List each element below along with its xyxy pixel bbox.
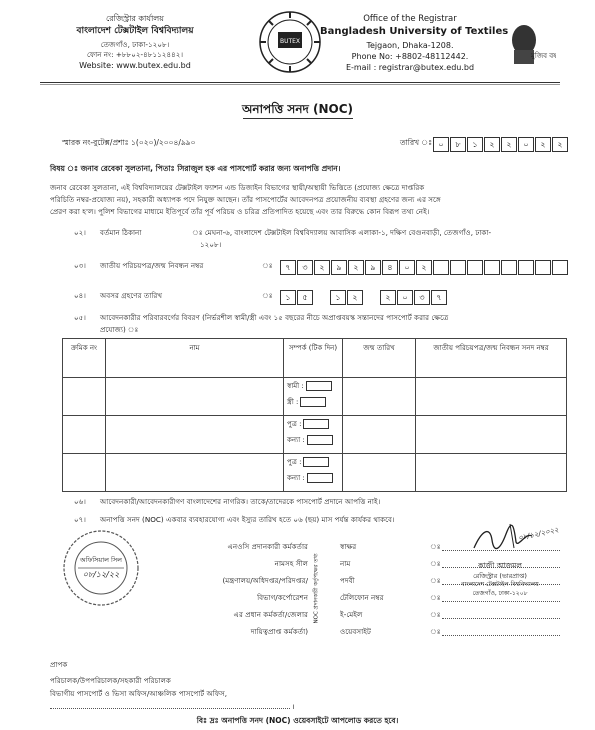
relation-cell	[284, 454, 343, 492]
item-03-number: ০৩।	[74, 261, 86, 270]
item-03-label: জাতীয় পরিচয়পত্র/জন্ম নিবন্ধন নম্বর	[100, 261, 204, 270]
sig-left-line-3: (মন্ত্রণালয়/অধিদপ্তর/পরিদপ্তর/	[222, 576, 308, 585]
nid-digit: ৩	[297, 260, 313, 275]
nid-digit-empty	[450, 260, 466, 275]
header-left-office: রেজিস্ট্রার কার্যালয়	[106, 14, 164, 23]
relation-option-label: স্ত্রী :	[287, 398, 299, 406]
email-line	[442, 618, 560, 619]
relation-cell	[284, 378, 343, 416]
table-header-relation: সম্পর্ক (টিক দিন)	[284, 339, 343, 378]
nid-digit-empty	[535, 260, 551, 275]
seal-date: ০৮/১২/২২	[82, 570, 120, 579]
header-left-address: তেজগাঁও, ঢাকা-১২০৮।	[100, 40, 170, 49]
vertical-authority-note: NOC প্রদানকারী কর্তৃপক্ষের তথ্য	[313, 553, 320, 624]
item-02-label: বর্তমান ঠিকানা	[100, 228, 142, 237]
table-header-dob: জন্ম তারিখ	[343, 339, 416, 378]
table-cell	[106, 378, 284, 416]
recipient-line-2: বিভাগীয় পাসপোর্ট ও ভিসা অফিস/আঞ্চলিক পাসপোর্ট অফিস,	[50, 689, 228, 698]
ret-year-digit: ০	[397, 290, 413, 305]
ret-year-digit: ৩	[414, 290, 430, 305]
nid-digit-empty	[552, 260, 568, 275]
recipient-line-1: পরিচালক/উপপরিচালক/সহকারী পরিচালক	[50, 676, 171, 685]
nid-digit: ৪	[382, 260, 398, 275]
stamp-title: রেজিস্ট্রার (ভারপ্রাপ্ত)	[473, 572, 527, 580]
item-06-text: আবেদনকারী/আবেদনকারীগণ বাংলাদেশের নাগরিক। তাকে/তাদেরকে পাসপোর্ট প্রদানে আপত্তি নাই।	[100, 497, 381, 506]
nid-digit-empty	[518, 260, 534, 275]
header-right-address: Tejgaon, Dhaka-1208.	[366, 41, 454, 50]
ret-day-digit: ৫	[297, 290, 313, 305]
header-left-phone: ফোন নং: +৮৮০২-৪৮১১২৪৪২।	[86, 50, 184, 59]
date-digit: ২	[484, 137, 500, 152]
date-digit: ২	[552, 137, 568, 152]
table-header-nid: জাতীয় পরিচয়পত্র/জন্ম নিবন্ধন সনদ নম্বর	[416, 339, 567, 378]
stamp-address: তেজগাঁও, ঢাকা-১২০৮	[472, 590, 528, 597]
table-cell	[416, 416, 567, 454]
header-right-email: E-mail : registrar@butex.edu.bd	[345, 63, 475, 72]
table-cell	[63, 454, 106, 492]
retirement-month-boxes	[330, 287, 364, 306]
table-row	[63, 454, 567, 492]
field-name-label: নাম	[340, 559, 351, 568]
field-email-label: ই-মেইল	[340, 610, 363, 619]
body-line-3: প্রেরণ করা হ'ল। পুলিশ বিভাগের মাধ্যমে ইতিপূর্বে তাঁর পূর্ব পরিচয় ও চরিত্র প্রতিপাদিত হয়েছে এবং তার বিরুদ্ধে কোন বিরূপ তথ্য নেই।	[50, 207, 430, 216]
date-digit: ০	[433, 137, 449, 152]
date-boxes	[433, 134, 569, 153]
item-02-number: ০২।	[74, 228, 86, 237]
table-cell	[416, 378, 567, 416]
relation-checkbox[interactable]	[307, 435, 333, 445]
relation-checkbox[interactable]	[300, 397, 326, 407]
body-line-1: জনাব রেবেকা সুলতানা, এই বিশ্ববিদ্যালয়ের টেক্সটাইল ফ্যাশন এন্ড ডিজাইন বিভাগের স্থায়ী/অস্থায়ী ভিত্তিতে (প্রযোজ্য ক্ষেত্রে দাপ্তরিক	[50, 183, 425, 192]
ret-year-digit: ২	[380, 290, 396, 305]
sig-left-line-1: এনওসি প্রদানকারী কর্মকর্তার	[227, 542, 308, 551]
table-cell	[63, 378, 106, 416]
seal-office-text: অফিসিয়াল সিল	[79, 556, 122, 564]
recipient-to: প্রাপক	[50, 660, 68, 669]
relation-cell	[284, 416, 343, 454]
family-table	[62, 338, 567, 492]
relation-option-label: পুত্র :	[287, 458, 302, 466]
telephone-line	[442, 601, 560, 602]
item-02-address: ঃ মেঘনা-৬, বাংলাদেশ টেক্সটাইল বিশ্ববিদ্যালয় আবাসিক এলাকা-১, দক্ষিণ বেগুনবাড়ী, তেজগাঁও, ঢাকা-	[192, 228, 492, 237]
nid-digit-empty	[433, 260, 449, 275]
sig-left-line-6: দায়িত্বপ্রাপ্ত কর্মকর্তা)	[250, 627, 308, 636]
field-colon: ঃ	[430, 542, 441, 551]
nid-digit: ০	[399, 260, 415, 275]
date-digit: ৮	[450, 137, 466, 152]
ret-month-digit: ২	[347, 290, 363, 305]
sig-left-line-2: নামসহ সীল	[274, 559, 308, 568]
nid-digit: ২	[314, 260, 330, 275]
item-06-number: ০৬।	[74, 497, 86, 506]
date-digit: ১	[467, 137, 483, 152]
item-07-number: ০৭।	[74, 515, 86, 524]
retirement-year-boxes	[380, 287, 448, 306]
signature-date: ০৮/১২/২০২২	[517, 525, 560, 543]
svg-text:মুজিব বর্ষ: মুজিব বর্ষ	[530, 52, 556, 60]
svg-text:BUTEX: BUTEX	[279, 38, 301, 45]
field-telephone-label: টেলিফোন নম্বর	[340, 593, 384, 602]
subject-line: বিষয় ঃ জনাব রেবেকা সুলতানা, পিতাঃ সিরাজুল হক এর পাসপোর্ট করার জন্য অনাপত্তি প্রদান।	[50, 164, 341, 173]
body-line-2: পরিচিতি নম্বর-প্রযোজ্য নয়), সহকারী অধ্যাপক পদে নিযুক্ত আছেন। তাঁর পাসপোর্টের আবেদনপত্র প্রয়োজনীয় ব্যবস্থা গ্রহণের জন্য এর সঙ্গে	[50, 195, 441, 204]
nid-digit: ৭	[280, 260, 296, 275]
header-right-office: Office of the Registrar	[363, 14, 457, 24]
ret-year-digit: ৭	[431, 290, 447, 305]
item-07-text: অনাপত্তি সনদ (NOC) একবার ব্যবহারযোগ্য এবং ইস্যুর তারিখ হতে ০৬ (ছয়) মাস পর্যন্ত কার্যকর থাকবে।	[100, 515, 395, 524]
header-left-university: বাংলাদেশ টেক্সটাইল বিশ্ববিদ্যালয়	[76, 26, 194, 36]
date-label: তারিখ ঃ	[400, 138, 433, 147]
nid-digit: ৯	[365, 260, 381, 275]
ret-month-digit: ১	[330, 290, 346, 305]
date-digit: ২	[535, 137, 551, 152]
nid-digit: ৯	[331, 260, 347, 275]
table-cell	[63, 416, 106, 454]
recipient-address-line	[50, 708, 290, 709]
nid-digit: ২	[348, 260, 364, 275]
table-row	[63, 378, 567, 416]
table-cell	[343, 454, 416, 492]
ret-day-digit: ১	[280, 290, 296, 305]
relation-option-label: স্বামী :	[287, 382, 304, 390]
table-header-name: নাম	[106, 339, 284, 378]
table-row	[63, 416, 567, 454]
item-04-colon: ঃ	[262, 291, 273, 300]
item-03-colon: ঃ	[262, 261, 273, 270]
retirement-day-boxes	[280, 287, 314, 306]
relation-checkbox[interactable]	[303, 419, 329, 429]
mujib-borsho-logo	[506, 18, 556, 68]
nid-digit-empty	[467, 260, 483, 275]
relation-option-label: কন্যা :	[287, 436, 305, 444]
upload-note: বিঃ দ্রঃ অনাপত্তি সনদ (NOC) ওয়েবসাইটে আপলোড করতে হবে।	[196, 716, 399, 725]
relation-option-label: কন্যা :	[287, 474, 305, 482]
item-05-number: ০৫।	[74, 313, 86, 322]
relation-option-label: পুত্র :	[287, 420, 302, 428]
header-right-university: Bangladesh University of Textiles	[320, 26, 509, 37]
handwritten-signature	[470, 522, 560, 554]
item-05-label-cont: প্রযোজ্য) ঃ	[100, 325, 139, 334]
table-cell	[343, 416, 416, 454]
memo-number: স্মারক নং-বুটেক্স/প্রশাঃ ১(০২০)/২০০৪/৯৯০	[62, 138, 196, 147]
stamp-name: কাজী আজমল	[478, 561, 522, 570]
relation-checkbox[interactable]	[303, 457, 329, 467]
item-02-address-cont: ১২০৮।	[200, 240, 222, 249]
field-colon: ঃ	[430, 610, 441, 619]
sig-left-line-5: এর প্রধান কর্মকর্তা/জেলার	[233, 610, 308, 619]
sig-left-line-4: বিভাগ/কর্পোরেশন	[257, 593, 308, 602]
header-left-website: Website: www.butex.edu.bd	[79, 61, 191, 70]
field-colon: ঃ	[430, 627, 441, 636]
table-cell	[106, 416, 284, 454]
recipient-line-end: ।	[292, 702, 295, 711]
university-seal-logo	[256, 10, 324, 74]
field-colon: ঃ	[430, 559, 441, 568]
table-cell	[106, 454, 284, 492]
nid-digit: ২	[416, 260, 432, 275]
document-title: অনাপত্তি সনদ (NOC)	[242, 102, 353, 116]
date-digit: ২	[501, 137, 517, 152]
date-digit: ০	[518, 137, 534, 152]
nid-boxes	[280, 257, 569, 276]
item-05-label: আবেদনকারীর পরিবারবর্গের বিবরণ (নির্ভরশীল স্বামী/স্ত্রী এবং ১৫ বছরের নীচে অপ্রাপ্তবয়স্ক সন্তানদের পাসপোর্ট করার ক্ষেত্রে	[100, 313, 449, 322]
field-colon: ঃ	[430, 593, 441, 602]
relation-checkbox[interactable]	[306, 381, 332, 391]
header-right-phone: Phone No: +8802-48112442.	[351, 52, 469, 61]
relation-checkbox[interactable]	[307, 473, 333, 483]
nid-digit-empty	[484, 260, 500, 275]
field-website-label: ওয়েবসাইট	[340, 627, 371, 636]
table-cell	[343, 378, 416, 416]
table-header-row	[63, 339, 567, 378]
field-designation-label: পদবী	[340, 576, 355, 585]
field-colon: ঃ	[430, 576, 441, 585]
table-cell	[416, 454, 567, 492]
official-round-seal	[60, 528, 142, 608]
table-header-serial: ক্রমিক নং	[63, 339, 106, 378]
item-04-number: ০৪।	[74, 291, 86, 300]
stamp-org: বাংলাদেশ টেক্সটাইল বিশ্ববিদ্যালয়	[461, 581, 539, 588]
website-line	[442, 635, 560, 636]
nid-digit-empty	[501, 260, 517, 275]
field-signature-label: স্বাক্ষর	[340, 542, 357, 551]
item-04-label: অবসর গ্রহণের তারিখ	[100, 291, 163, 300]
